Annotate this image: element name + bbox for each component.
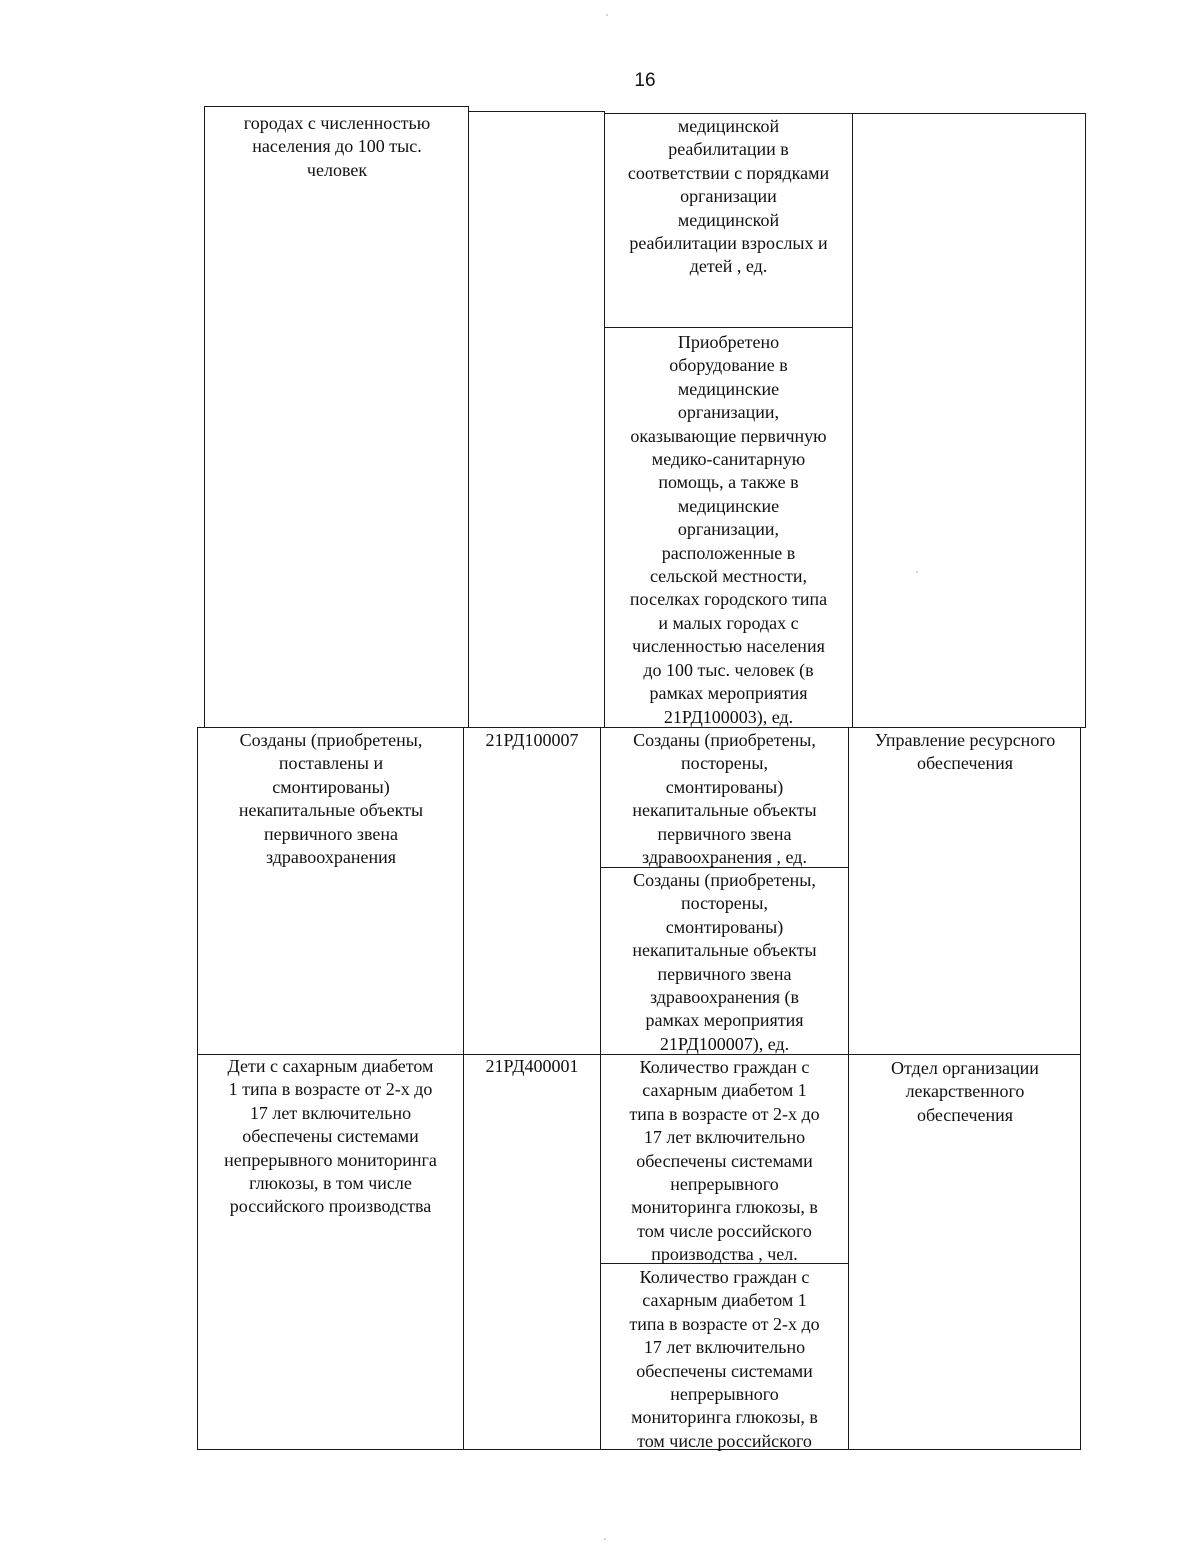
col-border-right-lower [1080,727,1081,1449]
result-cell-2: Созданы (приобретены, поставлены и смонтированы) некапитальные объекты первичного звена здравоохранения [238,730,424,868]
responsible-cell-3: Отдел организации лекарственного обеспечения [891,1058,1039,1125]
col-border-4-upper [852,113,853,727]
col-border-3-lower [600,727,601,1449]
page-number: 16 [634,70,656,91]
col-border-left-lower [197,727,198,1449]
indicator-cell-1a: медицинской реабилитации в соответствии с порядками организации медицинской реабилитации взрослых и детей , ед. [627,116,830,277]
col-border-4-lower [848,727,849,1449]
table-top-border-mid [468,111,604,112]
scan-artifact [916,571,918,573]
table-top-border-left [205,106,469,107]
col-border-2-lower [463,727,464,1449]
indicator-cell-3a: Количество граждан с сахарным диабетом 1 типа в возрасте от 2-х до 17 лет включительно обеспечены системами непрерывного мониторинга глюкозы, в том числе российского производства , чел. [629,1057,820,1265]
table-top-border-right [604,113,1086,114]
indicator-cell-2a: Созданы (приобретены, посторены, смонтированы) некапитальные объекты первичного звена здравоохранения , ед. [632,730,817,868]
code-cell-2: 21РД100007 [485,730,579,750]
responsible-cell-2: Управление ресурсного обеспечения [874,730,1056,774]
result-cell-1: городах с численностью населения до 100 тыс. человек [243,113,431,180]
indicator-cell-2b: Созданы (приобретены, посторены, смонтированы) некапитальные объекты первичного звена здравоохранения (в рамках мероприятия 21РД100007), ед. [632,870,817,1054]
indicator-cell-1b: Приобретено оборудование в медицинские организации, оказывающие первичную медико-санитарную помощь, а также в медицинские организации, расположенные в сельской местности, поселках городского типа и малых городах с численностью населения до 100 тыс. человек (в рамках мероприятия 21РД100003), ед. [629,332,828,727]
indicator-cell-3b: Количество граждан с сахарным диабетом 1 типа в возрасте от 2-х до 17 лет включительно обеспечены системами непрерывного мониторинга глюкозы, в том числе российского [629,1267,820,1451]
scan-artifact [604,1538,606,1540]
code-cell-3: 21РД400001 [485,1056,579,1076]
scan-artifact [606,14,608,16]
col-border-left-upper [204,106,205,727]
row-divider-indicator-1 [604,327,852,328]
col-border-3-upper [604,111,605,727]
col-border-right-upper [1085,113,1086,727]
col-border-2-upper [468,106,469,727]
result-cell-3: Дети с сахарным диабетом 1 типа в возрасте от 2-х до 17 лет включительно обеспечены системами непрерывного мониторинга глюкозы, в том числе российского производства [224,1056,437,1217]
